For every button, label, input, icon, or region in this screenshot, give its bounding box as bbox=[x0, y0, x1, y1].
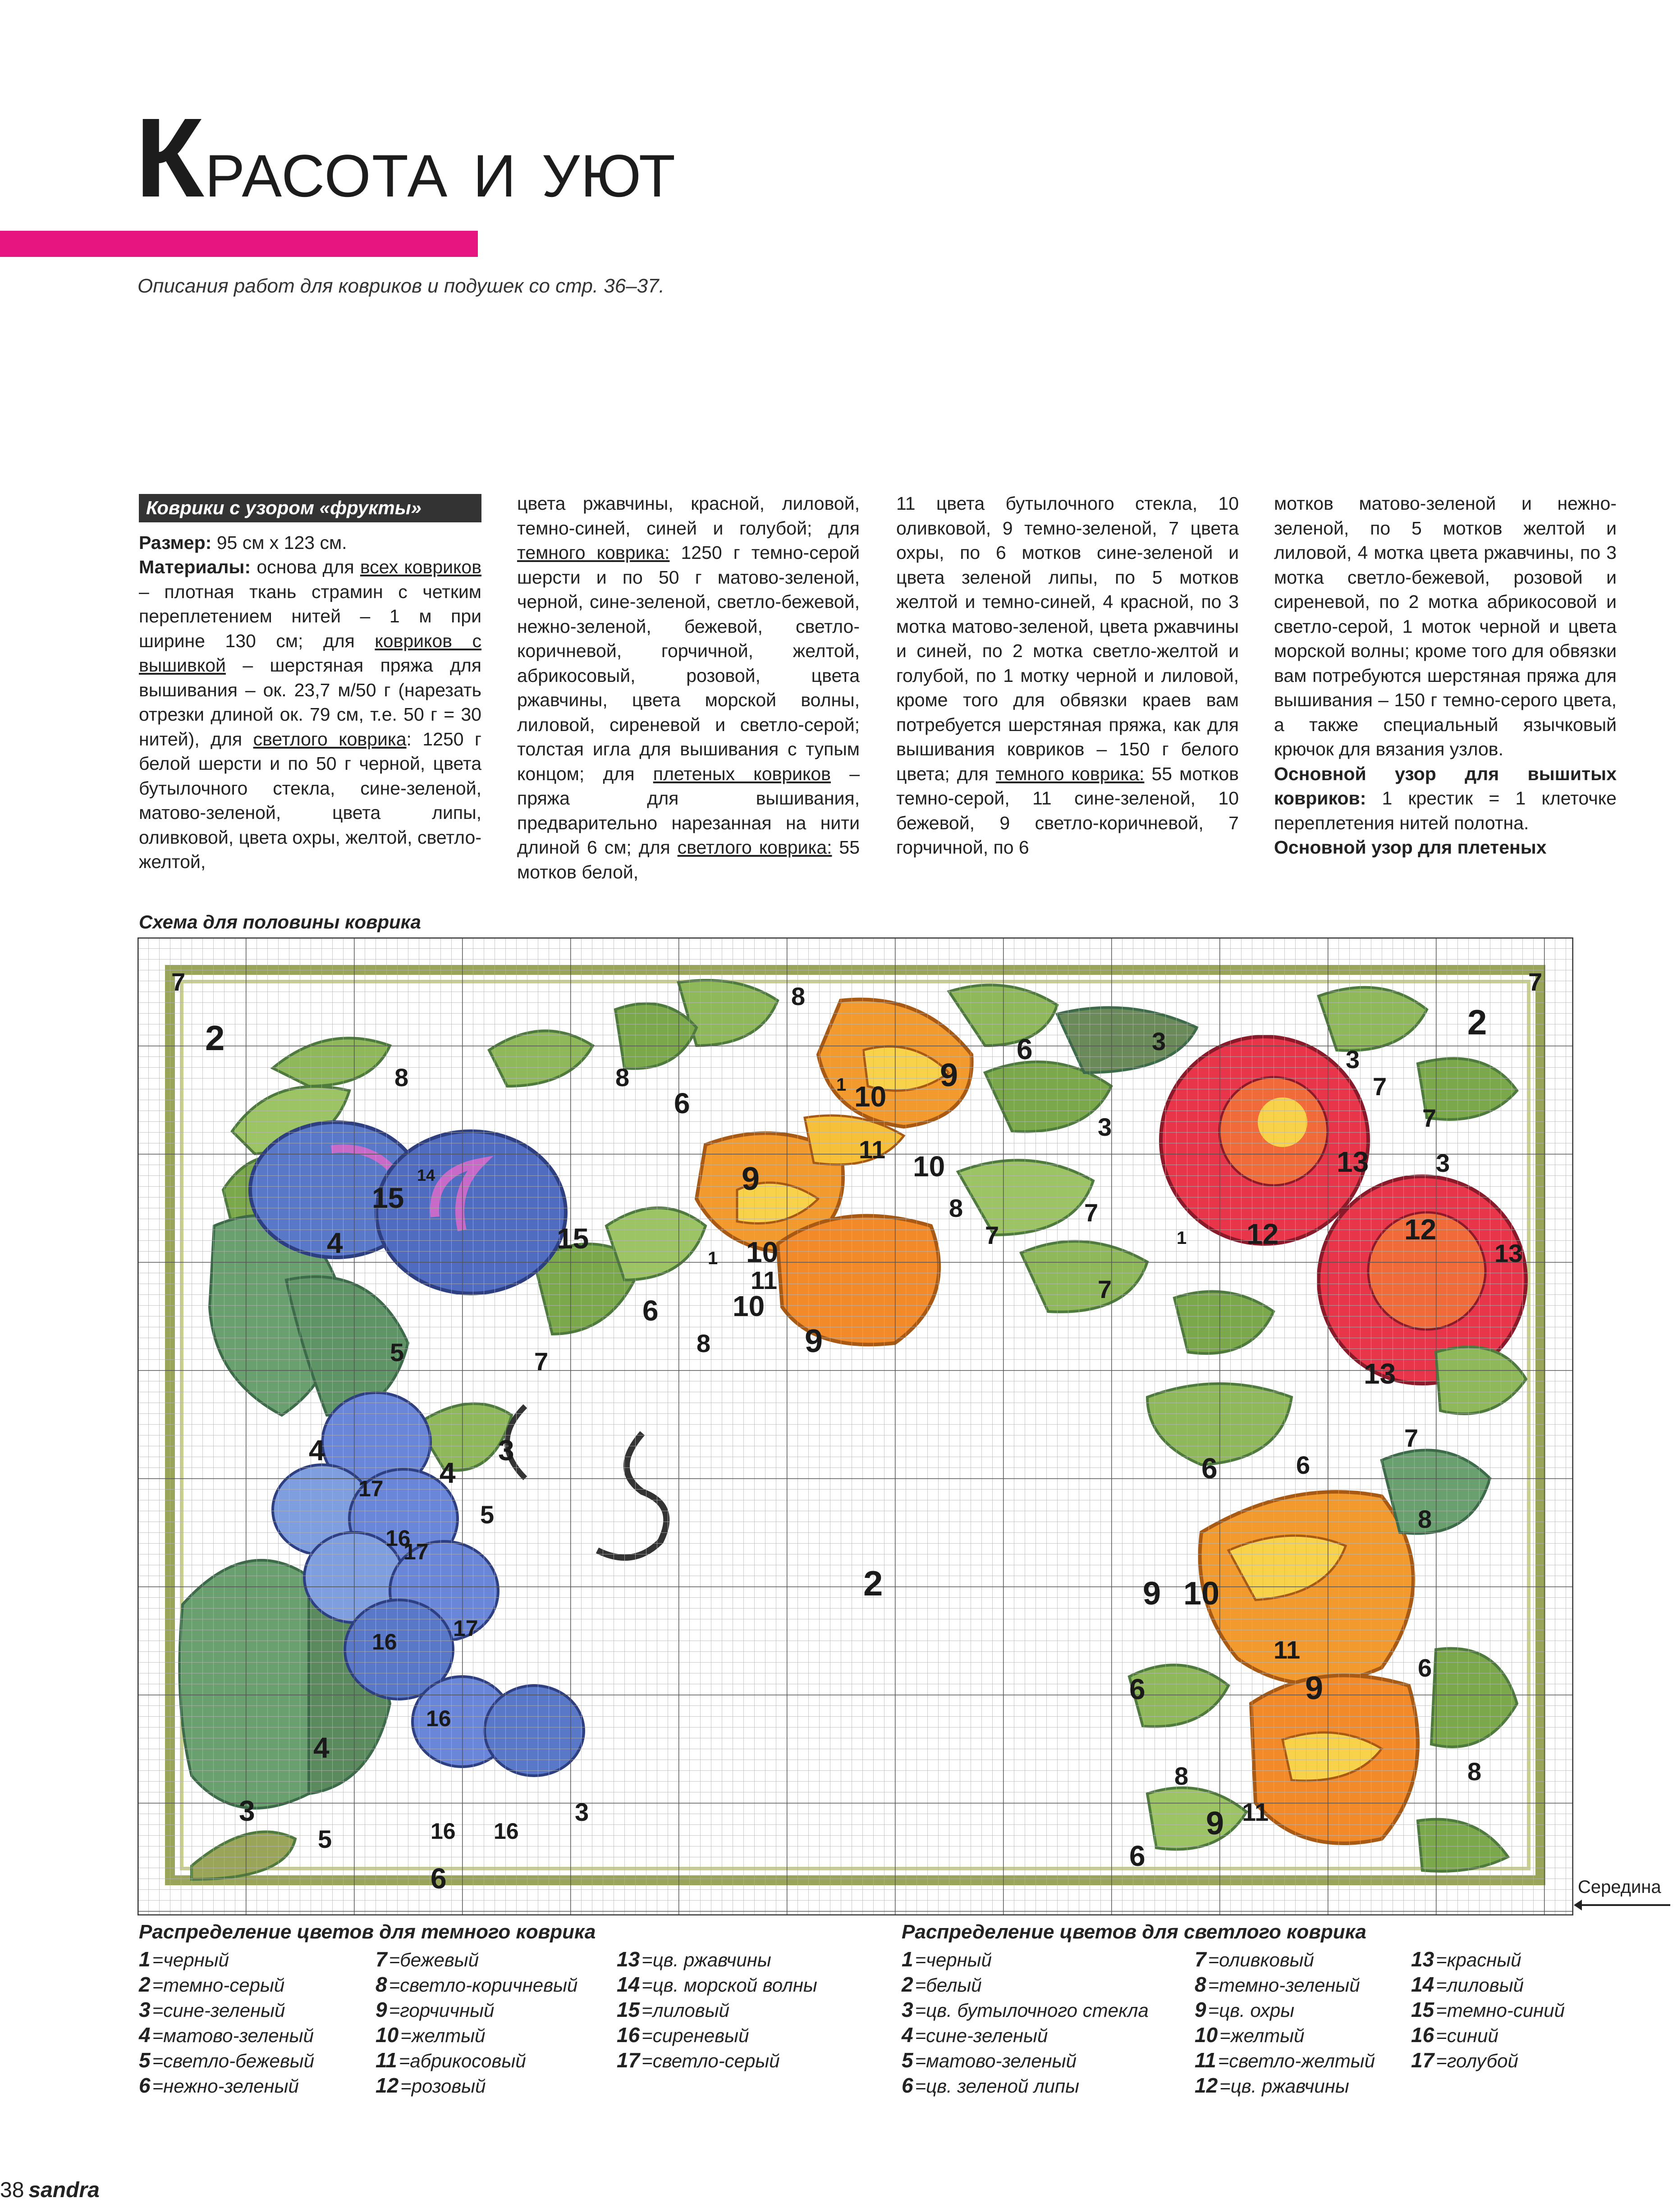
legend-number: 3 bbox=[139, 1998, 151, 2021]
symbol-mark: 1 bbox=[708, 1248, 718, 1268]
materials-text: – плотная ткань страмин с четким переплетением нитей – 1 м при ширине 130 см; для bbox=[139, 581, 481, 651]
symbol-mark: 17 bbox=[403, 1539, 429, 1564]
symbol-mark: 15 bbox=[372, 1182, 404, 1214]
page-number: 38 bbox=[0, 2178, 24, 2202]
symbol-mark: 3 bbox=[1098, 1113, 1112, 1141]
legend-color-name: =цв. ржавчины bbox=[1219, 2075, 1349, 2097]
body-text-underlined: темного коврика: bbox=[995, 763, 1145, 784]
legend-number: 16 bbox=[617, 2023, 640, 2047]
legend-color-name: =светло-бежевый bbox=[152, 2050, 315, 2071]
legend-number: 4 bbox=[139, 2023, 151, 2047]
schema-label: Схема для половины коврика bbox=[139, 911, 421, 932]
symbol-mark: 15 bbox=[557, 1222, 589, 1255]
symbol-mark: 4 bbox=[313, 1732, 330, 1764]
symbol-mark: 13 bbox=[1364, 1357, 1396, 1390]
title-rest: расота и уют bbox=[205, 119, 677, 215]
body-text: 55 мотков белой, bbox=[517, 837, 860, 882]
symbol-mark: 3 bbox=[1346, 1045, 1360, 1074]
legend-item bbox=[376, 1997, 494, 2022]
symbol-mark: 11 bbox=[1274, 1636, 1301, 1664]
symbol-mark: 7 bbox=[1528, 968, 1543, 996]
legend-color-name: =темно-серый bbox=[152, 1974, 285, 1996]
body-text: мотков матово-зеленой и нежно-зеленой, по 5 мотков желтой и лиловой, 4 мотка цвета ржавчины, по 3 мотка светло-бежевой, розовой и сиреневой, по 2 мотка абрикосовой и светло-серой, 1 моток черной и цвета морской волны; кроме того для обвязки вам потребуются шерстяная пряжа для вышивания – 150 г темно-серого цвета, а также специальный язычковый крючок для вязания узлов. bbox=[1274, 493, 1617, 759]
legend-item bbox=[376, 2073, 486, 2098]
body-text-underlined: темного коврика: bbox=[517, 542, 670, 563]
legend-number: 12 bbox=[376, 2074, 399, 2097]
column-4-paragraph bbox=[1274, 491, 1617, 762]
legend-item bbox=[139, 2048, 314, 2072]
legend-number: 14 bbox=[617, 1973, 640, 1996]
legend-item bbox=[617, 1997, 729, 2022]
subtitle: Описания работ для ковриков и подушек со стр. 36–37. bbox=[137, 275, 664, 297]
legend-color-name: =светло-серый bbox=[641, 2050, 780, 2071]
symbol-mark: 8 bbox=[1174, 1762, 1189, 1790]
middle-label: Середина bbox=[1578, 1877, 1661, 1897]
legend-number: 1 bbox=[902, 1947, 913, 1971]
legend-color-name: =сине-зеленый bbox=[152, 2000, 285, 2021]
legend-number: 7 bbox=[1195, 1947, 1206, 1971]
materials-text-underlined: ковриков с вышивкой bbox=[139, 630, 481, 676]
legend-item bbox=[902, 1947, 992, 1971]
legend-color-name: =темно-синий bbox=[1436, 2000, 1565, 2021]
legend-color-name: =черный bbox=[915, 1949, 992, 1970]
symbol-mark: 6 bbox=[1201, 1452, 1218, 1485]
symbol-mark: 6 bbox=[1296, 1451, 1310, 1479]
legend-color-name: =оливковый bbox=[1208, 1949, 1314, 1970]
legend-color-name: =нежно-зеленый bbox=[152, 2075, 299, 2097]
legend-color-name: =сиреневый bbox=[641, 2025, 749, 2046]
legend-number: 2 bbox=[902, 1973, 913, 1996]
symbol-mark: 11 bbox=[751, 1266, 778, 1294]
chart-svg bbox=[137, 937, 1573, 1915]
body-text-underlined: плетеных ковриков bbox=[653, 763, 831, 784]
symbol-mark: 9 bbox=[805, 1323, 823, 1359]
legend-item bbox=[376, 2048, 526, 2072]
text-column-2 bbox=[517, 491, 860, 888]
legend-item bbox=[376, 1972, 577, 1997]
column-4-paragraph-2 bbox=[1274, 762, 1617, 836]
materials-text-underlined: всех ковриков bbox=[360, 557, 481, 577]
symbol-mark: 10 bbox=[733, 1290, 765, 1322]
legend-number: 16 bbox=[1411, 2023, 1434, 2047]
symbol-mark: 16 bbox=[426, 1706, 451, 1731]
body-text: – пряжа для вышивания, предварительно нарезанная на нити длиной 6 см; для bbox=[517, 763, 860, 858]
symbol-mark: 5 bbox=[480, 1500, 495, 1529]
size-label: Размер: bbox=[139, 532, 212, 553]
text-column-1 bbox=[139, 491, 481, 888]
cross-stitch-chart bbox=[137, 937, 1573, 1915]
materials-text: – шерстяная пряжа для вышивания – ок. 23,7 м/50 г (нарезать отрезки длиной ок. 79 см, т.е. 50 г = 30 нитей), для bbox=[139, 655, 481, 750]
legend-color-name: =лиловый bbox=[1436, 1974, 1524, 1996]
symbol-mark: 16 bbox=[372, 1629, 397, 1654]
accent-bar bbox=[0, 231, 478, 257]
symbol-mark: 3 bbox=[1152, 1027, 1166, 1056]
legend-number: 5 bbox=[139, 2048, 151, 2072]
legend-color-name: =светло-коричневый bbox=[389, 1974, 578, 1996]
legend-number: 11 bbox=[376, 2048, 397, 2072]
legend-item bbox=[139, 1947, 229, 1971]
legend-item bbox=[1411, 1947, 1521, 1971]
symbol-mark: 8 bbox=[615, 1063, 630, 1092]
legend-item bbox=[617, 1947, 771, 1971]
legend-item bbox=[1195, 1972, 1360, 1997]
symbol-mark: 9 bbox=[940, 1057, 958, 1093]
symbol-mark: 8 bbox=[1467, 1757, 1482, 1786]
legend-color-name: =желтый bbox=[400, 2025, 486, 2046]
legend-color-name: =цв. ржавчины bbox=[641, 1949, 771, 1970]
legend-number: 10 bbox=[1195, 2023, 1218, 2047]
symbol-mark: 3 bbox=[239, 1795, 255, 1827]
legend-item bbox=[1195, 2023, 1305, 2047]
legend-number: 4 bbox=[902, 2023, 913, 2047]
legend-number: 13 bbox=[1411, 1947, 1434, 1971]
body-text: 11 цвета бутылочного стекла, 10 оливковой, 9 темно-зеленой, 7 цвета охры, по 6 мотков сине-зеленой и цвета зеленой липы, по 5 мотков желтой и темно-синей, 4 красной, по 3 мотка матово-зеленой, цвета ржавчины и синей, по 2 мотка светло-желтой и голубой, по 1 мотку черной и лиловой, кроме того для обвязки краев вам потребуется шерстяная пряжа, как для вышивания ковриков – 150 г белого цвета; для bbox=[896, 493, 1239, 784]
legend-color-name: =цв. зеленой липы bbox=[915, 2075, 1080, 2097]
legend-light-title: Распределение цветов для светлого коврика bbox=[902, 1921, 1366, 1943]
legend-item bbox=[1411, 1972, 1524, 1997]
symbol-mark: 16 bbox=[494, 1819, 519, 1844]
legend-dark-title: Распределение цветов для темного коврика bbox=[139, 1921, 596, 1943]
symbol-mark: 14 bbox=[417, 1166, 435, 1184]
legend-number: 1 bbox=[139, 1947, 151, 1971]
legend-item bbox=[1195, 1997, 1294, 2022]
legend-item bbox=[902, 2023, 1048, 2047]
body-text: 1 крестик = 1 клеточке переплетения нитей полотна. bbox=[1274, 788, 1617, 833]
legend-color-name: =синий bbox=[1436, 2025, 1498, 2046]
legend-item bbox=[617, 2048, 780, 2072]
column-3-paragraph bbox=[896, 491, 1239, 860]
legend-number: 5 bbox=[902, 2048, 913, 2072]
legend-item bbox=[139, 1972, 284, 1997]
symbol-mark: 9 bbox=[1206, 1805, 1224, 1842]
symbol-mark: 6 bbox=[642, 1294, 659, 1327]
title-initial: К bbox=[135, 95, 205, 220]
legend-item bbox=[1411, 1997, 1565, 2022]
symbol-mark: 9 bbox=[1305, 1670, 1324, 1706]
legend-number: 9 bbox=[1195, 1998, 1206, 2021]
text-column-3 bbox=[896, 491, 1239, 888]
symbol-mark: 17 bbox=[358, 1476, 384, 1501]
legend-number: 14 bbox=[1411, 1973, 1434, 1996]
symbol-mark: 3 bbox=[1436, 1149, 1450, 1177]
symbol-mark: 2 bbox=[1467, 1002, 1487, 1042]
legend-color-name: =черный bbox=[152, 1949, 229, 1970]
symbol-mark: 7 bbox=[1373, 1072, 1387, 1101]
legend-color-name: =цв. бутылочного стекла bbox=[915, 2000, 1149, 2021]
legend-item bbox=[902, 2048, 1077, 2072]
legend-color-name: =бежевый bbox=[389, 1949, 479, 1970]
symbol-mark: 6 bbox=[1129, 1840, 1145, 1872]
symbol-mark: 13 bbox=[1337, 1146, 1369, 1178]
body-text: 55 мотков темно-серой, 11 сине-зеленой, 10 бежевой, 9 светло-коричневой, 7 горчичной, по 6 bbox=[896, 763, 1239, 858]
legend-number: 15 bbox=[617, 1998, 640, 2021]
legend-color-name: =абрикосовый bbox=[399, 2050, 526, 2071]
symbol-mark: 2 bbox=[863, 1563, 883, 1603]
legend-item bbox=[1411, 2048, 1518, 2072]
symbol-mark: 8 bbox=[949, 1194, 963, 1222]
materials-label: Материалы: bbox=[139, 557, 251, 577]
bold-heading: Основной узор для вышитых ковриков: bbox=[1274, 763, 1617, 809]
legend-item bbox=[902, 2073, 1079, 2098]
legend-number: 6 bbox=[139, 2074, 151, 2097]
symbol-mark: 2 bbox=[205, 1018, 225, 1058]
legend-color-name: =горчичный bbox=[389, 2000, 495, 2021]
legend-number: 10 bbox=[376, 2023, 399, 2047]
symbol-mark: 9 bbox=[1143, 1576, 1161, 1612]
legend-item bbox=[1195, 1947, 1314, 1971]
symbol-mark: 16 bbox=[431, 1819, 456, 1844]
symbol-mark: 7 bbox=[1404, 1424, 1419, 1452]
legend-item bbox=[617, 1972, 817, 1997]
legend-item bbox=[139, 2073, 299, 2098]
legend-item bbox=[376, 1947, 479, 1971]
legend-number: 11 bbox=[1195, 2048, 1216, 2072]
legend-number: 13 bbox=[617, 1947, 640, 1971]
legend-item bbox=[617, 2023, 749, 2047]
symbol-mark: 5 bbox=[390, 1338, 404, 1367]
body-text-underlined: светлого коврика: bbox=[677, 837, 832, 858]
legend-item bbox=[902, 1972, 982, 1997]
legend-color-name: =лиловый bbox=[641, 2000, 729, 2021]
bold-heading: Основной узор для плетеных bbox=[1274, 837, 1547, 858]
legend-color-name: =цв. морской волны bbox=[641, 1974, 817, 1996]
legend-number: 7 bbox=[376, 1947, 387, 1971]
legend-number: 8 bbox=[1195, 1973, 1206, 1996]
symbol-mark: 8 bbox=[1418, 1505, 1432, 1533]
text-column-4 bbox=[1274, 491, 1617, 888]
body-text: цвета ржавчины, красной, лиловой, темно-синей, синей и голубой; для bbox=[517, 493, 860, 539]
symbol-mark: 6 bbox=[1129, 1673, 1145, 1705]
legend-color-name: =матово-зеленый bbox=[915, 2050, 1077, 2071]
legend-number: 17 bbox=[1411, 2048, 1434, 2072]
symbol-mark: 11 bbox=[859, 1135, 886, 1164]
legend-item bbox=[139, 1997, 285, 2022]
legend-color-name: =красный bbox=[1436, 1949, 1521, 1970]
legend-number: 2 bbox=[139, 1973, 151, 1996]
symbol-mark: 1 bbox=[1177, 1228, 1187, 1248]
legend-item bbox=[1411, 2023, 1498, 2047]
legend-color-name: =желтый bbox=[1219, 2025, 1305, 2046]
legend-number: 17 bbox=[617, 2048, 640, 2072]
symbol-mark: 11 bbox=[1242, 1798, 1269, 1826]
symbol-mark: 8 bbox=[791, 982, 806, 1010]
page-title bbox=[135, 95, 677, 220]
legend-color-name: =розовый bbox=[400, 2075, 486, 2097]
symbol-mark: 9 bbox=[742, 1161, 760, 1197]
body-text: 1250 г темно-серой шерсти и по 50 г матово-зеленой, черной, сине-зеленой, светло-бежевой, нежно-зеленой, бежевой, светло-коричневой, горчичной, желтой, абрикосовый, розовой, цвета ржавчины, цвета морской волны, лиловой, сиреневой и светло-серой; толстая игла для вышивания с тупым концом; для bbox=[517, 542, 860, 784]
legend-color-name: =сине-зеленый bbox=[915, 2025, 1048, 2046]
legend-number: 12 bbox=[1195, 2074, 1218, 2097]
symbol-mark: 10 bbox=[1183, 1576, 1220, 1612]
symbol-mark: 10 bbox=[913, 1150, 945, 1183]
symbol-mark: 1 bbox=[836, 1075, 847, 1095]
legend-number: 3 bbox=[902, 1998, 913, 2021]
symbol-mark: 10 bbox=[854, 1080, 887, 1113]
legend-color-name: =матово-зеленый bbox=[152, 2025, 314, 2046]
symbol-mark: 4 bbox=[440, 1457, 456, 1489]
legend-color-name: =светло-желтый bbox=[1218, 2050, 1375, 2071]
symbol-mark: 7 bbox=[171, 968, 186, 996]
legend-number: 9 bbox=[376, 1998, 387, 2021]
symbol-mark: 12 bbox=[1246, 1218, 1279, 1250]
symbol-mark: 6 bbox=[431, 1862, 447, 1895]
size-value: 95 см x 123 см. bbox=[216, 532, 347, 553]
legend-number: 6 bbox=[902, 2074, 913, 2097]
size-paragraph bbox=[139, 530, 481, 555]
symbol-mark: 4 bbox=[309, 1434, 325, 1467]
legend-item bbox=[139, 2023, 314, 2047]
symbol-mark: 6 bbox=[1017, 1033, 1033, 1065]
symbol-mark: 7 bbox=[1422, 1104, 1437, 1132]
materials-paragraph bbox=[139, 555, 481, 874]
symbol-mark: 10 bbox=[746, 1236, 779, 1268]
column-2-paragraph bbox=[517, 491, 860, 884]
symbol-mark: 16 bbox=[385, 1526, 411, 1551]
symbol-mark: 7 bbox=[534, 1347, 549, 1376]
legend-item bbox=[376, 2023, 486, 2047]
column-4-paragraph-3 bbox=[1274, 835, 1617, 860]
legend-item bbox=[1195, 2048, 1375, 2072]
symbol-mark: 7 bbox=[1084, 1198, 1099, 1227]
symbol-mark: 8 bbox=[394, 1063, 409, 1092]
legend-item bbox=[1195, 2073, 1349, 2098]
page-footer bbox=[0, 2178, 100, 2203]
legend-number: 8 bbox=[376, 1973, 387, 1996]
symbol-mark: 7 bbox=[1098, 1275, 1112, 1303]
symbol-mark: 3 bbox=[575, 1798, 589, 1826]
symbol-mark: 13 bbox=[1494, 1239, 1523, 1267]
symbol-mark: 3 bbox=[498, 1434, 514, 1467]
symbol-mark: 17 bbox=[453, 1616, 478, 1641]
legend-color-name: =цв. охры bbox=[1208, 2000, 1295, 2021]
legend-number: 15 bbox=[1411, 1998, 1434, 2021]
middle-arrow-icon bbox=[1580, 1904, 1670, 1906]
materials-text: основа для bbox=[257, 557, 360, 577]
symbol-mark: 6 bbox=[674, 1087, 690, 1120]
legend-color-name: =голубой bbox=[1436, 2050, 1518, 2071]
brand-logo: sandra bbox=[28, 2178, 100, 2202]
symbol-mark: 8 bbox=[696, 1329, 711, 1357]
legend-item bbox=[902, 1997, 1149, 2022]
materials-text-underlined: светлого коврика bbox=[253, 728, 407, 750]
symbol-mark: 5 bbox=[318, 1825, 332, 1853]
section-title: Коврики с узором «фрукты» bbox=[139, 494, 481, 522]
symbol-mark: 7 bbox=[985, 1221, 999, 1249]
legend-color-name: =темно-зеленый bbox=[1208, 1974, 1360, 1996]
legend-color-name: =белый bbox=[915, 1974, 982, 1996]
symbol-mark: 6 bbox=[1418, 1654, 1432, 1682]
materials-text: : 1250 г белой шерсти и по 50 г черной, цвета бутылочного стекла, сине-зеленой, матово-зеленой, цвета липы, оливковой, цвета охры, желтой, светло-желтой, bbox=[139, 728, 481, 872]
symbol-mark: 4 bbox=[327, 1227, 343, 1259]
symbol-mark: 12 bbox=[1404, 1213, 1437, 1246]
